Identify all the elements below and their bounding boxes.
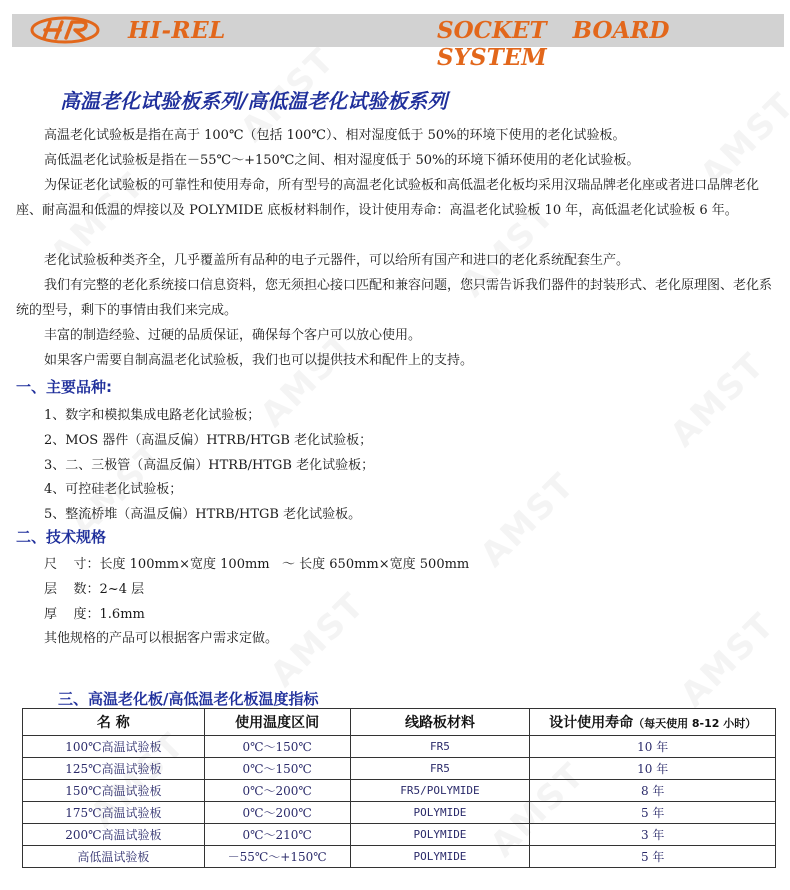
cell-temp: 0℃～150℃ bbox=[204, 758, 350, 780]
intro-paragraph: 如果客户需要自制高温老化试验板，我们也可以提供技术和配件上的支持。 bbox=[44, 353, 474, 368]
watermark bbox=[263, 585, 373, 695]
section-heading-specs: 二、技术规格 bbox=[16, 528, 107, 546]
temperature-table bbox=[22, 708, 776, 868]
cell-temp: 0℃～200℃ bbox=[204, 802, 350, 824]
intro-paragraph: 为保证老化试验板的可靠性和使用寿命，所有型号的高温老化试验板和高低温老化板均采用汉瑞品牌老化座或者进口品牌老化座、耐高温和低温的焊接以及 POLYMIDE 底板材料制作，设计使用寿命：高温老化试验板 10 年，高低温老化试验板 6 年。 bbox=[16, 178, 760, 218]
hr-logo-icon bbox=[30, 16, 100, 44]
header-bar bbox=[12, 14, 784, 71]
table-row bbox=[23, 758, 776, 780]
cell-name: 100℃高温试验板 bbox=[23, 736, 205, 758]
list-item: 1、数字和模拟集成电路老化试验板； bbox=[44, 408, 261, 423]
intro-paragraph: 高温老化试验板是指在高于 100℃（包括 100℃）、相对湿度低于 50%的环境下使用的老化试验板。 bbox=[44, 128, 626, 143]
cell-name: 175℃高温试验板 bbox=[23, 802, 205, 824]
col-header-temp: 使用温度区间 bbox=[204, 709, 350, 736]
intro-paragraph: 老化试验板种类齐全，几乎覆盖所有品种的电子元器件，可以给所有国产和进口的老化系统配套生产。 bbox=[44, 253, 630, 268]
list-item: 5、整流桥堆（高温反偏）HTRB/HTGB 老化试验板。 bbox=[44, 507, 362, 522]
list-item: 3、二、三极管（高温反偏）HTRB/HTGB 老化试验板； bbox=[44, 458, 375, 473]
cell-material: POLYMIDE bbox=[350, 802, 530, 824]
spec-thickness: 厚 度：1.6mm bbox=[44, 607, 145, 622]
cell-life: 5 年 bbox=[530, 846, 776, 868]
intro-paragraph: 丰富的制造经验、过硬的品质保证，确保每个客户可以放心使用。 bbox=[44, 328, 422, 343]
cell-name: 高低温试验板 bbox=[23, 846, 205, 868]
table-header-row bbox=[23, 709, 776, 736]
cell-material: FR5 bbox=[350, 758, 530, 780]
col-header-name: 名 称 bbox=[23, 709, 205, 736]
page-title: 高温老化试验板系列/高低温老化试验板系列 bbox=[60, 89, 448, 113]
life-note: （每天使用 8-12 小时） bbox=[633, 717, 757, 730]
cell-name: 150℃高温试验板 bbox=[23, 780, 205, 802]
cell-name: 125℃高温试验板 bbox=[23, 758, 205, 780]
header-tagline: SOCKET BOARD SYSTEM bbox=[437, 17, 670, 71]
cell-material: POLYMIDE bbox=[350, 846, 530, 868]
section-heading-varieties: 一、主要品种: bbox=[16, 378, 112, 396]
table-row bbox=[23, 802, 776, 824]
intro-paragraph: 高低温老化试验板是指在－55℃～+150℃之间、相对湿度低于 50%的环境下循环使用的老化试验板。 bbox=[44, 153, 640, 168]
intro-paragraph: 我们有完整的老化系统接口信息资料，您无须担心接口匹配和兼容问题，您只需告诉我们器件的封装形式、老化原理图、老化系统的型号，剩下的事情由我们来完成。 bbox=[16, 278, 773, 318]
spec-size: 尺 寸：长度 100mm×宽度 100mm ～ 长度 650mm×宽度 500mm bbox=[44, 557, 470, 572]
cell-material: FR5 bbox=[350, 736, 530, 758]
spec-note: 其他规格的产品可以根据客户需求定做。 bbox=[44, 631, 279, 646]
col-header-life bbox=[530, 709, 776, 736]
spec-layers: 层 数：2~4 层 bbox=[44, 582, 145, 597]
cell-temp: 0℃～210℃ bbox=[204, 824, 350, 846]
table-row bbox=[23, 780, 776, 802]
cell-life: 10 年 bbox=[530, 758, 776, 780]
cell-temp: 0℃～150℃ bbox=[204, 736, 350, 758]
list-item: 4、可控硅老化试验板； bbox=[44, 482, 183, 497]
table-row bbox=[23, 736, 776, 758]
table-row bbox=[23, 846, 776, 868]
list-item: 2、MOS 器件（高温反偏）HTRB/HTGB 老化试验板； bbox=[44, 433, 373, 448]
cell-life: 8 年 bbox=[530, 780, 776, 802]
cell-life: 10 年 bbox=[530, 736, 776, 758]
table-row bbox=[23, 824, 776, 846]
cell-temp: －55℃～+150℃ bbox=[204, 846, 350, 868]
cell-material: POLYMIDE bbox=[350, 824, 530, 846]
cell-material: FR5/POLYMIDE bbox=[350, 780, 530, 802]
cell-life: 3 年 bbox=[530, 824, 776, 846]
watermark bbox=[473, 465, 583, 575]
life-label: 设计使用寿命 bbox=[549, 715, 634, 731]
section-heading-temperature: 三、高温老化板/高低温老化板温度指标 bbox=[58, 690, 319, 708]
cell-temp: 0℃～200℃ bbox=[204, 780, 350, 802]
cell-name: 200℃高温试验板 bbox=[23, 824, 205, 846]
cell-life: 5 年 bbox=[530, 802, 776, 824]
col-header-material: 线路板材料 bbox=[350, 709, 530, 736]
watermark bbox=[673, 605, 783, 715]
brand-name: HI-REL bbox=[128, 17, 226, 44]
